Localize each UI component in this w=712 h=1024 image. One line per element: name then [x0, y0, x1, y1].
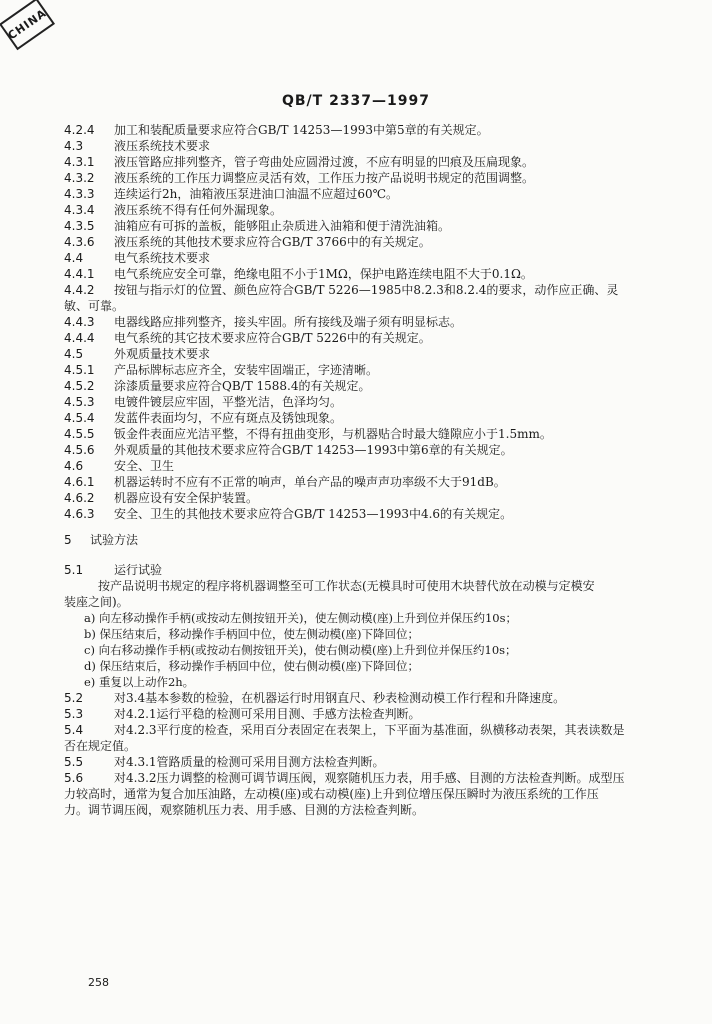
clause-number: 4.3.2: [64, 171, 95, 185]
clause-number: 4.3: [64, 139, 84, 153]
clause-text-continued: 力。调节调压阀，观察随机压力表、用手感、目测的方法检查判断。: [64, 803, 425, 817]
clause-text: 钣金件表面应光洁平整，不得有扭曲变形，与机器贴合时最大缝隙应小于1.5mm。: [114, 427, 552, 441]
clause-text: 油箱应有可拆的盖板，能够阻止杂质进入油箱和便于清洗油箱。: [114, 219, 451, 233]
clause-text: 液压系统的工作压力调整应灵活有效，工作压力按产品说明书规定的范围调整。: [114, 171, 535, 185]
clause-i11: [64, 282, 664, 298]
clause-i4: [64, 170, 664, 186]
clause-text: 涂漆质量要求应符合QB/T 1588.4的有关规定。: [114, 379, 371, 393]
clause-text: 加工和装配质量要求应符合GB/T 14253—1993中第5章的有关规定。: [114, 123, 489, 137]
clause-number: 4.5.4: [64, 411, 95, 425]
clause-text: 电气系统的其它技术要求应符合GB/T 5226中的有关规定。: [114, 331, 431, 345]
clause-text: 液压系统不得有任何外漏现象。: [114, 203, 283, 217]
clause-paragraph: 按产品说明书规定的程序将机器调整至可工作状态(无模具时可使用木块替代放在动模与定模安: [98, 579, 595, 593]
clause-list: [64, 122, 664, 522]
clause-number: 4.3.4: [64, 203, 95, 217]
clause-i24: [64, 506, 664, 522]
clause-number: 4.3.3: [64, 187, 95, 201]
clause-i1: [64, 122, 664, 138]
clause-number: 4.5.5: [64, 427, 95, 441]
clause-number: 4.6.3: [64, 507, 95, 521]
clause-i19: [64, 426, 664, 442]
step-item: d) 保压结束后，移动操作手柄回中位，使右侧动模(座)下降回位；: [84, 659, 419, 673]
clause-i17: [64, 394, 664, 410]
clause-i16: [64, 378, 664, 394]
clause-i2: [64, 138, 664, 154]
clause-text: 产品标牌标志应齐全，安装牢固端正，字迹清晰。: [114, 363, 379, 377]
clause-number: 4.5.1: [64, 363, 95, 377]
clause-number: 5.4: [64, 723, 84, 737]
step-item: b) 保压结束后，移动操作手柄回中位，使左侧动模(座)下降回位；: [84, 627, 419, 641]
clause-number: 4.6.2: [64, 491, 95, 505]
clause-number: 5.6: [64, 771, 84, 785]
clause-5-1: [64, 562, 664, 578]
clause-text: 机器应设有安全保护装置。: [114, 491, 259, 505]
clause-text: 对4.3.1管路质量的检测可采用目测方法检查判断。: [114, 755, 385, 769]
clause-number: 4.4.4: [64, 331, 95, 345]
clause-number: 5.2: [64, 691, 84, 705]
step-item: a) 向左移动操作手柄(或按动左侧按钮开关)，使左侧动模(座)上升到位并保压约10s；: [84, 611, 517, 625]
page-number: 258: [88, 976, 109, 989]
test-clause-list: [64, 690, 664, 818]
clause-i3: [64, 154, 664, 170]
clause-i12: [64, 314, 664, 330]
clause-text: 外观质量的其他技术要求应符合GB/T 14253—1993中第6章的有关规定。: [114, 443, 513, 457]
clause-text: 电气系统应安全可靠，绝缘电阻不小于1MΩ，保护电路连续电阻不大于0.1Ω。: [114, 267, 533, 281]
page-header: QB/T 2337—1997: [281, 93, 431, 109]
clause-text: 液压系统的其他技术要求应符合GB/T 3766中的有关规定。: [114, 235, 431, 249]
clause-text: 对4.3.2压力调整的检测可调节调压阀，观察随机压力表，用手感、目测的方法检查判断。成型压: [114, 771, 625, 785]
clause-text: 液压系统技术要求: [114, 139, 211, 153]
clause-i20: [64, 442, 664, 458]
clause-i14: [64, 346, 664, 362]
clause-text: 对4.2.1运行平稳的检测可采用目测、手感方法检查判断。: [114, 707, 421, 721]
clause-i6: [64, 202, 664, 218]
clause-number: 4.5.3: [64, 395, 95, 409]
clause-number: 4.3.1: [64, 155, 95, 169]
clause-i18: [64, 410, 664, 426]
clause-i10: [64, 266, 664, 282]
clause-number: 4.4.2: [64, 283, 95, 297]
clause-text: 电器线路应排列整齐，接头牢固。所有接线及端子须有明显标志。: [114, 315, 463, 329]
clause-text-continued: 敏、可靠。: [64, 299, 125, 313]
test-clause-t3: [64, 722, 664, 738]
clause-i23: [64, 490, 664, 506]
clause-number: 4.2.4: [64, 123, 95, 137]
clause-text: 安全、卫生: [114, 459, 175, 473]
clause-text: 按钮与指示灯的位置、颜色应符合GB/T 5226—1985中8.2.3和8.2.4的要求，动作应正确、灵: [114, 283, 619, 297]
clause-number: 4.4.1: [64, 267, 95, 281]
clause-text-continued: 力较高时，通常为复合加压油路，左动模(座)或右动模(座)上升到位增压保压瞬时为液压系统的工作压: [64, 787, 599, 801]
clause-title: 运行试验: [114, 563, 163, 577]
clause-text: 外观质量技术要求: [114, 347, 211, 361]
clause-text: 对3.4基本参数的检验，在机器运行时用钢直尺、秒表检测动模工作行程和升降速度。: [114, 691, 566, 705]
step-list: [64, 610, 664, 690]
clause-number: 4.3.5: [64, 219, 95, 233]
clause-number: 5.5: [64, 755, 84, 769]
section-heading: [64, 532, 664, 548]
test-clause-t5: [64, 770, 664, 786]
clause-i13: [64, 330, 664, 346]
clause-number: 4.6.1: [64, 475, 95, 489]
clause-text: 电气系统技术要求: [114, 251, 211, 265]
clause-number: 4.4.3: [64, 315, 95, 329]
step-item: e) 重复以上动作2h。: [84, 675, 195, 689]
clause-i21: [64, 458, 664, 474]
clause-i5: [64, 186, 664, 202]
section-title: 试验方法: [90, 533, 139, 547]
clause-number: 4.6: [64, 459, 84, 473]
section-number: 5: [64, 533, 72, 547]
document-body: [64, 122, 664, 818]
clause-text: 电镀件镀层应牢固，平整光洁，色泽均匀。: [114, 395, 343, 409]
clause-text-continued: 否在规定值。: [64, 739, 137, 753]
clause-i9: [64, 250, 664, 266]
clause-text: 液压管路应排列整齐，管子弯曲处应圆滑过渡，不应有明显的凹痕及压扁现象。: [114, 155, 535, 169]
clause-number: 5.3: [64, 707, 84, 721]
clause-number: 4.5: [64, 347, 84, 361]
test-clause-t1: [64, 690, 664, 706]
china-stamp: CHINA: [0, 0, 55, 50]
clause-number: 4.5.2: [64, 379, 95, 393]
test-clause-t2: [64, 706, 664, 722]
clause-number: 4.5.6: [64, 443, 95, 457]
clause-number: 5.1: [64, 563, 84, 577]
clause-text: 机器运转时不应有不正常的响声，单台产品的噪声声功率级不大于91dB。: [114, 475, 506, 489]
clause-text: 连续运行2h，油箱液压泵进油口油温不应超过60℃。: [114, 187, 399, 201]
clause-i15: [64, 362, 664, 378]
clause-i22: [64, 474, 664, 490]
clause-text: 对4.2.3平行度的检查，采用百分表固定在表架上，下平面为基准面，纵横移动表架，其表读数是: [114, 723, 625, 737]
clause-i8: [64, 234, 664, 250]
test-clause-t4: [64, 754, 664, 770]
step-item: c) 向右移动操作手柄(或按动右侧按钮开关)，使右侧动模(座)上升到位并保压约10s；: [84, 643, 517, 657]
clause-paragraph-cont: 装座之间)。: [64, 595, 129, 609]
clause-text: 发蓝件表面均匀，不应有斑点及锈蚀现象。: [114, 411, 343, 425]
clause-text: 安全、卫生的其他技术要求应符合GB/T 14253—1993中4.6的有关规定。: [114, 507, 513, 521]
clause-i7: [64, 218, 664, 234]
clause-number: 4.3.6: [64, 235, 95, 249]
clause-number: 4.4: [64, 251, 84, 265]
